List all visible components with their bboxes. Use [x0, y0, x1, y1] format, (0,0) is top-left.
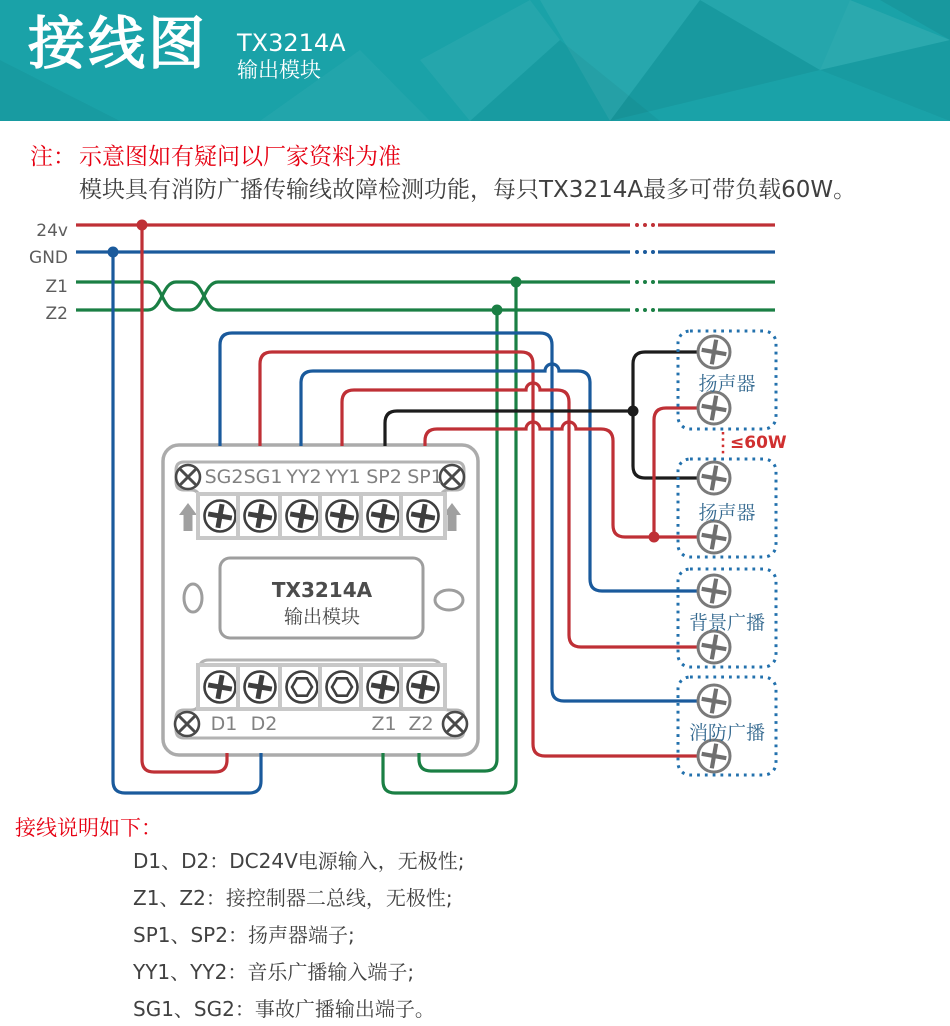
device-label-speaker-1: 扬声器 — [698, 373, 756, 395]
note-description-text: 模块具有消防广播传输线故障检测功能，每只TX3214A最多可带负载60W。 — [79, 177, 857, 203]
terminal-label-yy2: YY2 — [286, 466, 322, 488]
top-terminal-screws — [198, 494, 445, 538]
terminal-label-z1: Z1 — [371, 713, 397, 735]
terminal-label-d1: D1 — [210, 713, 238, 735]
legend-title: 接线说明如下： — [15, 816, 162, 840]
bus-label-gnd: GND — [29, 248, 68, 268]
terminal-label-sg2: SG2 — [204, 466, 244, 488]
terminal-label-z2: Z2 — [408, 713, 434, 735]
bus-label-z1: Z1 — [45, 277, 68, 297]
legend-item-d: D1、D2：DC24V电源输入，无极性; — [133, 849, 465, 873]
bus-label-z2: Z2 — [45, 304, 68, 324]
page-title: 接线图 — [28, 11, 208, 77]
module-title-type: 输出模块 — [283, 606, 360, 628]
note-prefix: 注： — [30, 144, 76, 170]
note-warning-text: 示意图如有疑问以厂家资料为准 — [79, 144, 401, 170]
bus-lines — [76, 225, 775, 310]
legend-item-yy: YY1、YY2：音乐广播输入端子; — [133, 960, 415, 984]
terminal-label-sp2: SP2 — [366, 466, 402, 488]
terminal-label-sg1: SG1 — [243, 466, 283, 488]
legend-item-sg: SG1、SG2：事故广播输出端子。 — [133, 997, 435, 1021]
module-title-model: TX3214A — [271, 578, 373, 602]
bottom-terminal-screws — [198, 665, 445, 709]
device-label-fire-broadcast: 消防广播 — [688, 722, 765, 744]
device-label-background-broadcast: 背景广播 — [688, 612, 765, 634]
legend-item-z: Z1、Z2：接控制器二总线，无极性; — [133, 886, 453, 910]
header-model-number: TX3214A — [237, 29, 346, 57]
bus-label-24v: 24v — [36, 221, 68, 241]
load-limit-label: ≤60W — [730, 433, 787, 453]
terminal-label-d2: D2 — [250, 713, 278, 735]
device-terminals — [698, 336, 730, 772]
legend-item-sp: SP1、SP2：扬声器端子; — [133, 923, 355, 947]
header-subtitle: 输出模块 — [237, 58, 321, 82]
device-label-speaker-2: 扬声器 — [698, 502, 756, 524]
bus-break-dots — [635, 223, 655, 312]
terminal-label-yy1: YY1 — [325, 466, 361, 488]
terminal-label-sp1: SP1 — [407, 466, 443, 488]
